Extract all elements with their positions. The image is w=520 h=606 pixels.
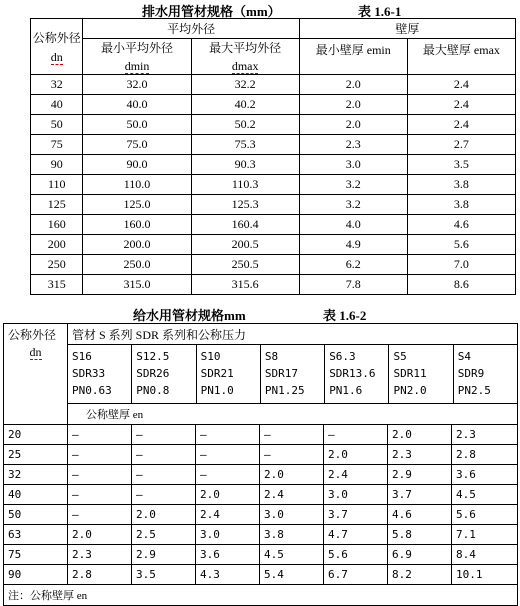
table-cell: 2.3 <box>388 445 452 465</box>
t2-note: 注：公称壁厚 en <box>4 585 518 606</box>
table-row <box>31 155 516 175</box>
series-label: SDR11 <box>393 367 427 380</box>
table2-title: 给水用管材规格mm <box>133 308 246 323</box>
table-cell: 75.0 <box>83 135 191 155</box>
table-cell: 4.6 <box>407 215 515 235</box>
header-dmax-symbol: dmax <box>231 59 259 73</box>
series-label: PN1.25 <box>264 384 305 397</box>
table-cell: 4.3 <box>196 565 260 585</box>
table-cell: 4.6 <box>388 505 452 525</box>
table-cell: 75.3 <box>191 135 299 155</box>
table-row <box>31 195 516 215</box>
series-label: PN0.63 <box>72 384 112 397</box>
header-dmax-label: 最大平均外径 <box>209 41 282 55</box>
table-cell: 110.0 <box>83 175 191 195</box>
table-row <box>4 565 518 585</box>
table-cell: 4.0 <box>299 215 407 235</box>
table-cell: 3.0 <box>196 525 260 545</box>
table-cell: – <box>132 485 196 505</box>
header-wall-thickness: 壁厚 <box>299 19 515 39</box>
table-row <box>4 425 518 445</box>
table-cell: 8.6 <box>407 275 515 295</box>
water-supply-pipe-table <box>3 323 518 606</box>
table-cell: 2.4 <box>260 485 324 505</box>
table-row <box>31 95 516 115</box>
table-cell: 50.2 <box>191 115 299 135</box>
table-cell: 200.5 <box>191 235 299 255</box>
table-cell: – <box>132 425 196 445</box>
table-cell: 5.6 <box>324 545 388 565</box>
table-cell: 25 <box>4 445 68 465</box>
table-cell: 2.0 <box>260 465 324 485</box>
table-cell: 4.5 <box>452 485 518 505</box>
t2-header-dn <box>4 345 68 404</box>
series-label: PN2.0 <box>393 384 427 397</box>
header-dmin-label: 最小平均外径 <box>101 41 174 55</box>
table-cell: – <box>196 445 260 465</box>
table-cell: 3.2 <box>299 175 407 195</box>
series-label: S8 <box>264 350 279 363</box>
table-cell: 4.5 <box>260 545 324 565</box>
series-cell <box>389 345 453 403</box>
table-cell: 32 <box>31 75 83 95</box>
series-cell <box>325 345 389 403</box>
series-cell <box>68 345 132 403</box>
series-label: PN0.8 <box>136 384 170 397</box>
table-cell: 90.3 <box>191 155 299 175</box>
table-cell: 2.3 <box>68 545 132 565</box>
series-label: S5 <box>393 350 407 363</box>
table-cell: – <box>68 445 132 465</box>
table-row <box>31 75 516 95</box>
table-row <box>31 115 516 135</box>
series-label: S4 <box>457 350 472 363</box>
series-label: SDR21 <box>200 367 234 380</box>
table-cell: – <box>68 505 132 525</box>
header-nominal-diameter-label: 公称外径 <box>32 30 81 45</box>
table-cell: – <box>132 465 196 485</box>
table-cell: 6.2 <box>299 255 407 275</box>
table-row <box>31 235 516 255</box>
table-cell: – <box>196 425 260 445</box>
series-label: PN1.0 <box>200 384 234 397</box>
header-dn-symbol: dn <box>50 49 63 64</box>
table-cell: 315.0 <box>83 275 191 295</box>
series-label: PN1.6 <box>329 384 363 397</box>
table-cell: 160.4 <box>191 215 299 235</box>
series-cell <box>454 345 517 403</box>
table-cell: 160.0 <box>83 215 191 235</box>
t2-header-blank <box>4 404 68 425</box>
table-cell: 32.2 <box>191 75 299 95</box>
series-label: S6.3 <box>329 350 356 363</box>
table-cell: 32 <box>4 465 68 485</box>
table-cell: 20 <box>4 425 68 445</box>
table-cell: 63 <box>4 525 68 545</box>
series-label: PN2.5 <box>457 384 491 397</box>
table-cell: 3.7 <box>388 485 452 505</box>
table-cell: 3.8 <box>407 175 515 195</box>
table-cell: 2.9 <box>132 545 196 565</box>
table-cell: 3.7 <box>324 505 388 525</box>
table-cell: 5.8 <box>388 525 452 545</box>
series-label: S16 <box>72 350 92 363</box>
table-cell: 3.6 <box>196 545 260 565</box>
table-cell: 90 <box>31 155 83 175</box>
table-cell: 2.4 <box>407 115 515 135</box>
table-cell: 200 <box>31 235 83 255</box>
table-cell: 50.0 <box>83 115 191 135</box>
table-cell: 90.0 <box>83 155 191 175</box>
table-cell: – <box>68 425 132 445</box>
table-cell: 40.0 <box>83 95 191 115</box>
table-cell: 40 <box>31 95 83 115</box>
table-cell: 2.0 <box>196 485 260 505</box>
table-row <box>31 135 516 155</box>
table-cell: 2.8 <box>452 445 518 465</box>
series-cell <box>197 345 261 403</box>
table-cell: 250.0 <box>83 255 191 275</box>
table-cell: 2.0 <box>388 425 452 445</box>
table-cell: 3.8 <box>407 195 515 215</box>
table-cell: 250 <box>31 255 83 275</box>
table-cell: 2.0 <box>132 505 196 525</box>
table-cell: 4.9 <box>299 235 407 255</box>
table-cell: 3.6 <box>452 465 518 485</box>
table-cell: 2.4 <box>196 505 260 525</box>
table-cell: 2.8 <box>68 565 132 585</box>
table2-number: 表 1.6-2 <box>323 308 367 323</box>
table-cell: – <box>132 445 196 465</box>
table1-number: 表 1.6-1 <box>358 4 402 19</box>
table-cell: 315.6 <box>191 275 299 295</box>
t2-header-dn-symbol: dn <box>29 344 42 359</box>
table-cell: 2.4 <box>324 465 388 485</box>
table-cell: 125.0 <box>83 195 191 215</box>
t2-header-series: 管材 S 系列 SDR 系列和公称压力 <box>68 324 518 345</box>
table-cell: 40.2 <box>191 95 299 115</box>
table-cell: 6.9 <box>388 545 452 565</box>
table-cell: – <box>68 485 132 505</box>
series-label: SDR17 <box>264 367 299 380</box>
table-cell: 75 <box>4 545 68 565</box>
table-cell: 3.8 <box>260 525 324 545</box>
table-row <box>4 525 518 545</box>
table-cell: 7.0 <box>407 255 515 275</box>
table-row <box>4 545 518 565</box>
table-cell: 2.9 <box>388 465 452 485</box>
table-row <box>31 175 516 195</box>
table-row <box>31 255 516 275</box>
table-cell: – <box>260 445 324 465</box>
table-cell: – <box>68 465 132 485</box>
header-average-diameter: 平均外径 <box>83 19 299 39</box>
table-cell: 5.4 <box>260 565 324 585</box>
table-cell: 2.3 <box>452 425 518 445</box>
table-row <box>4 465 518 485</box>
table-cell: 200.0 <box>83 235 191 255</box>
table-cell: 2.0 <box>299 115 407 135</box>
table-cell: 125 <box>31 195 83 215</box>
table-cell: 3.5 <box>407 155 515 175</box>
table-cell: 2.0 <box>324 445 388 465</box>
table-cell: – <box>324 425 388 445</box>
header-nominal-diameter <box>31 19 83 75</box>
header-dmax <box>191 39 299 75</box>
table-cell: 2.0 <box>299 95 407 115</box>
header-emin: 最小壁厚 emin <box>299 39 407 75</box>
table-cell: 3.5 <box>132 565 196 585</box>
table-cell: 8.4 <box>452 545 518 565</box>
series-label: S10 <box>200 350 221 363</box>
table-cell: 3.0 <box>299 155 407 175</box>
series-cell <box>132 345 196 403</box>
table-cell: 3.2 <box>299 195 407 215</box>
series-label: S12.5 <box>136 350 170 363</box>
table-cell: 90 <box>4 565 68 585</box>
table-cell: 7.8 <box>299 275 407 295</box>
t2-header-nominal-diameter: 公称外径 <box>4 324 68 345</box>
table-row <box>4 485 518 505</box>
header-dmin-symbol: dmin <box>124 59 150 73</box>
table-cell: 2.4 <box>407 75 515 95</box>
table-cell: 7.1 <box>452 525 518 545</box>
table-cell: – <box>260 425 324 445</box>
table-cell: 2.7 <box>407 135 515 155</box>
table-cell: 50 <box>4 505 68 525</box>
table-cell: 40 <box>4 485 68 505</box>
table-cell: 2.5 <box>132 525 196 545</box>
table-cell: 315 <box>31 275 83 295</box>
table-cell: 110.3 <box>191 175 299 195</box>
series-label: SDR26 <box>136 367 170 380</box>
table-row <box>31 215 516 235</box>
table-row <box>31 275 516 295</box>
table-cell: 250.5 <box>191 255 299 275</box>
series-label: SDR13.6 <box>329 367 376 380</box>
table-cell: 125.3 <box>191 195 299 215</box>
table-cell: – <box>196 465 260 485</box>
table-cell: 3.0 <box>324 485 388 505</box>
series-cell <box>261 345 325 403</box>
table-row <box>4 445 518 465</box>
drainage-pipe-table <box>30 18 516 295</box>
table-cell: 110 <box>31 175 83 195</box>
t2-header-wall: 公称壁厚 en <box>68 404 518 425</box>
header-dmin <box>83 39 191 75</box>
t2-series-row <box>68 345 518 404</box>
table-cell: 2.0 <box>299 75 407 95</box>
table-cell: 5.6 <box>452 505 518 525</box>
table1-title: 排水用管材规格（mm） <box>142 4 281 19</box>
table-cell: 4.7 <box>324 525 388 545</box>
table-cell: 6.7 <box>324 565 388 585</box>
table-cell: 32.0 <box>83 75 191 95</box>
table-cell: 75 <box>31 135 83 155</box>
series-label: SDR9 <box>457 367 485 380</box>
series-label: SDR33 <box>72 367 106 380</box>
table-cell: 2.3 <box>299 135 407 155</box>
header-emax: 最大壁厚 emax <box>407 39 515 75</box>
table-cell: 160 <box>31 215 83 235</box>
table-row <box>4 505 518 525</box>
table-cell: 10.1 <box>452 565 518 585</box>
table-cell: 3.0 <box>260 505 324 525</box>
table-cell: 2.0 <box>68 525 132 545</box>
table-cell: 50 <box>31 115 83 135</box>
table-cell: 2.4 <box>407 95 515 115</box>
table-cell: 5.6 <box>407 235 515 255</box>
table-cell: 8.2 <box>388 565 452 585</box>
